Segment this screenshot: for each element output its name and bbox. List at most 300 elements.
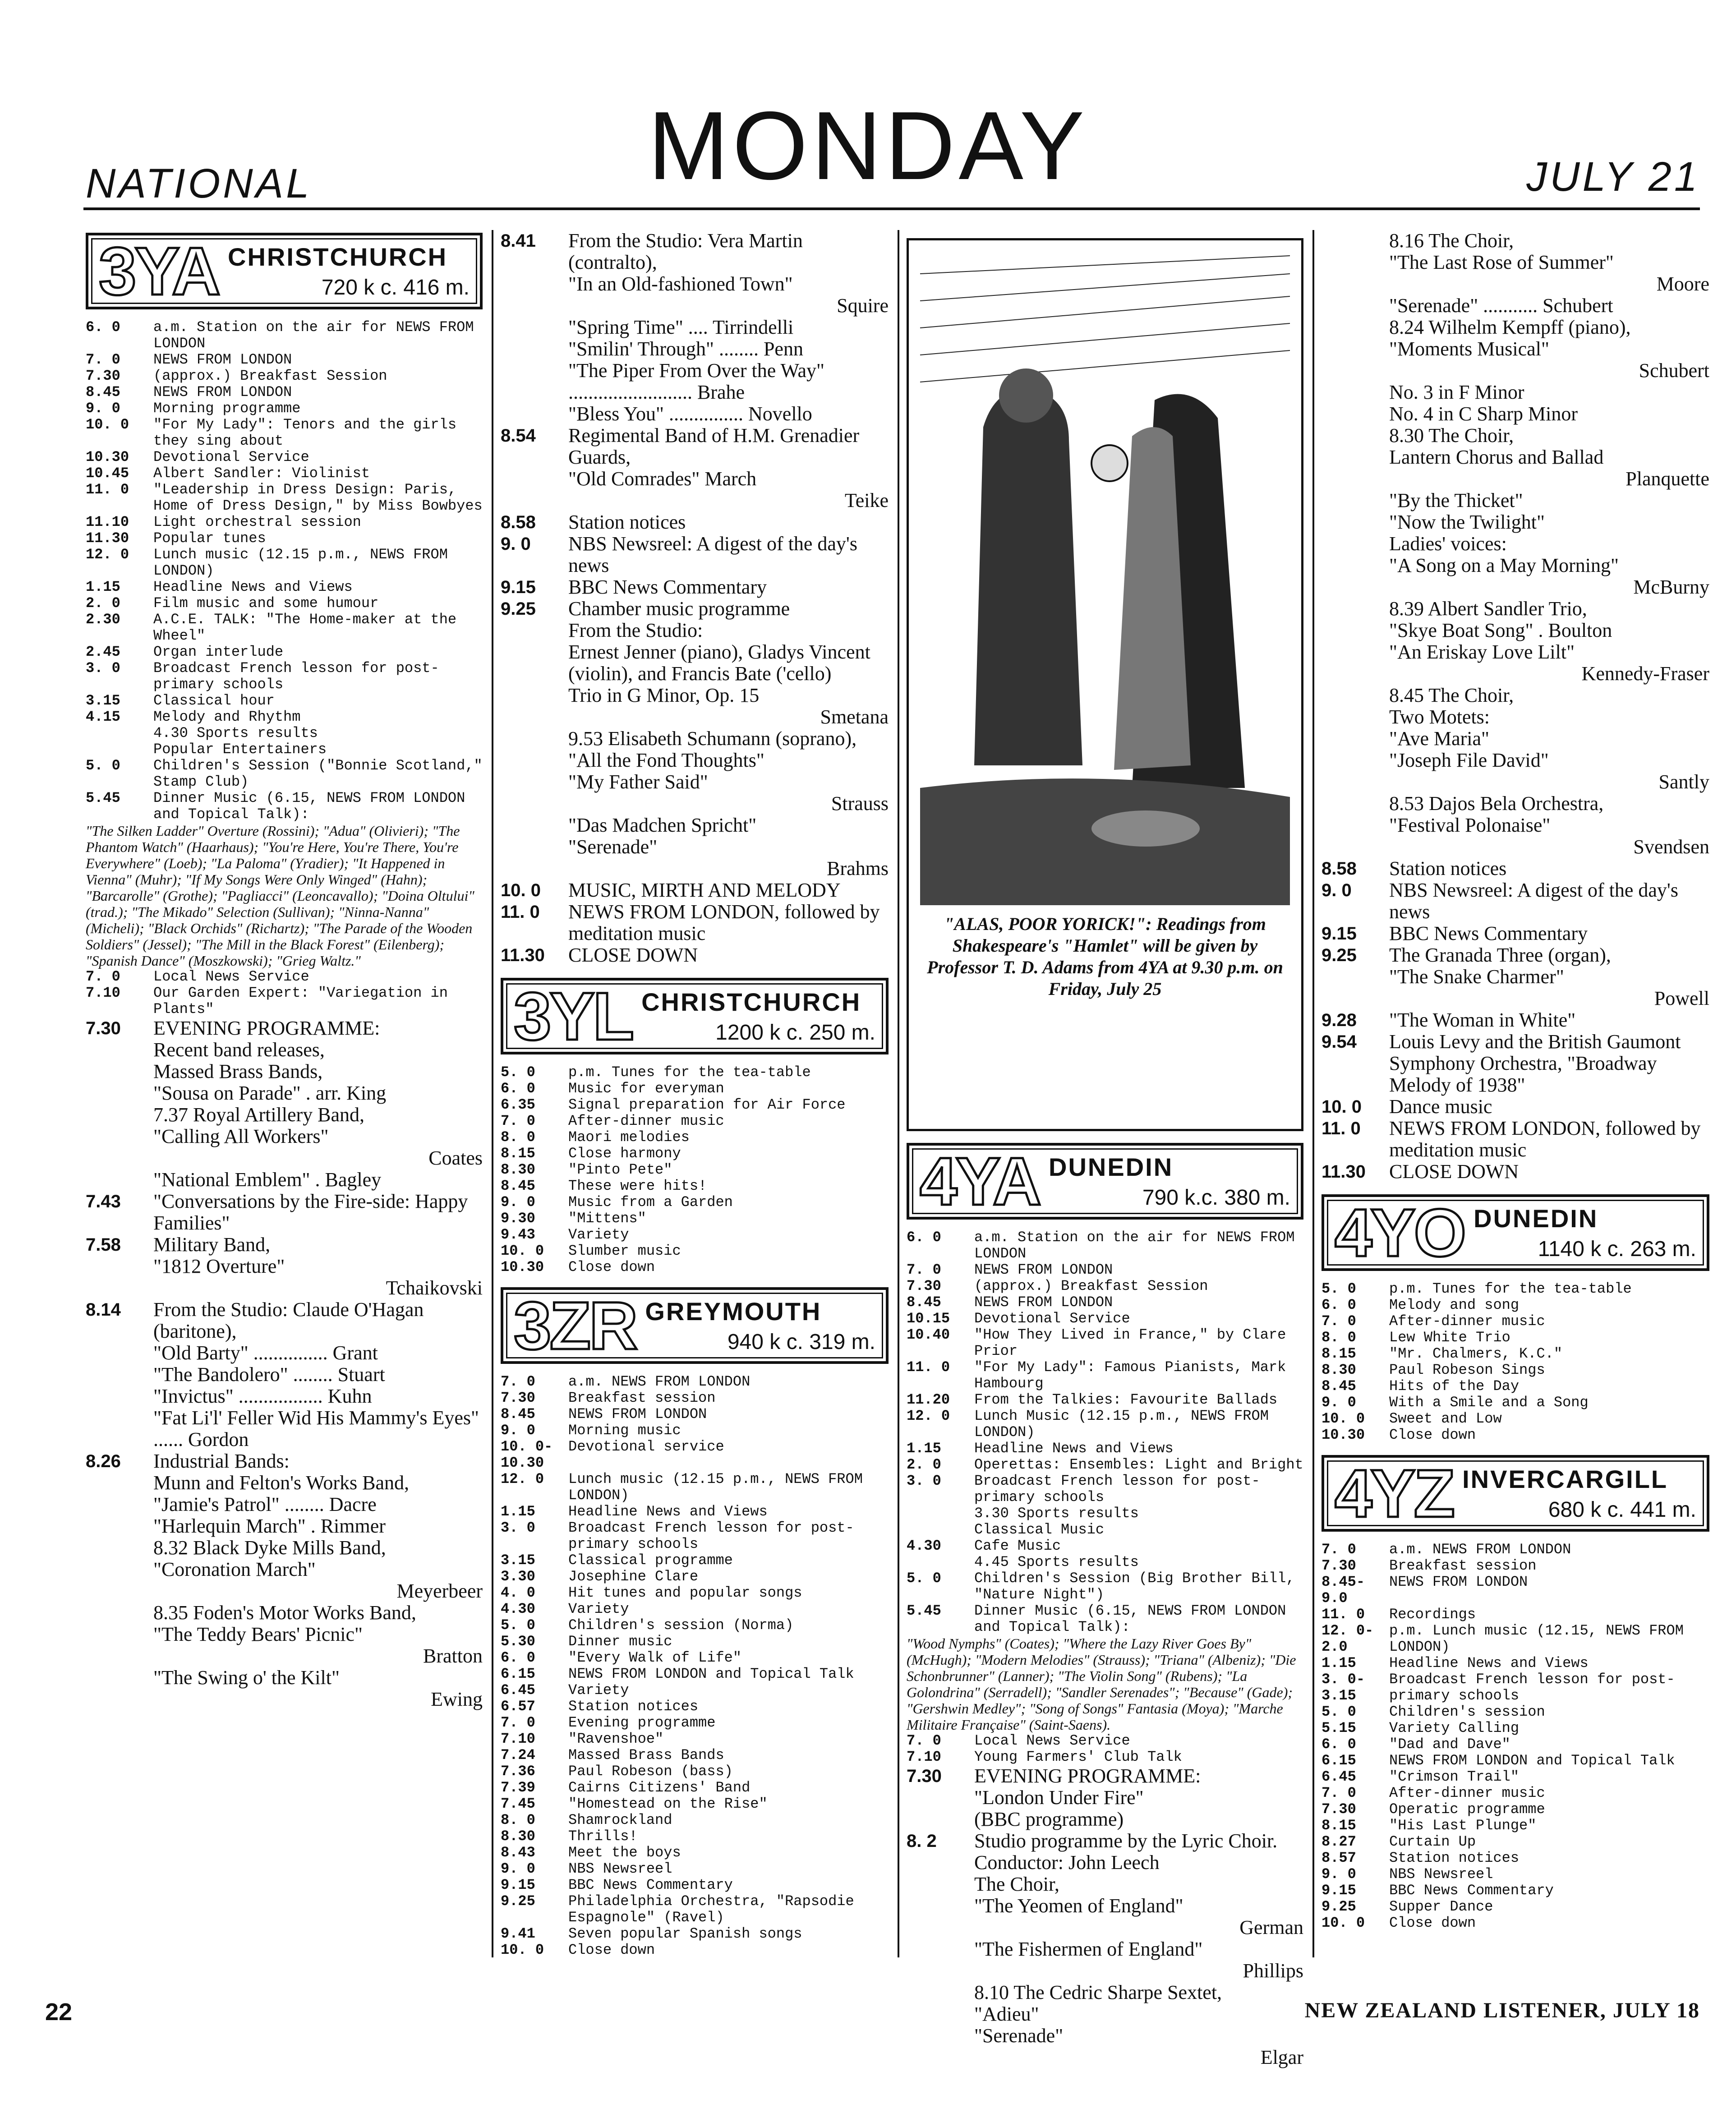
programme-entry bbox=[1322, 879, 1709, 923]
time: 5. 0 bbox=[501, 1064, 535, 1081]
programme-details bbox=[974, 1938, 1303, 1982]
time: 11.30 bbox=[501, 945, 545, 965]
programme: Dinner music bbox=[568, 1633, 672, 1650]
programme: "Leadership in Dress Design: Paris, Home of Dress Design," by Miss Bowbyes bbox=[153, 481, 483, 514]
programme: Children's Session (Big Brother Bill, "Nature Night") bbox=[974, 1570, 1295, 1603]
programme-entry bbox=[501, 230, 889, 317]
programme: Morning programme bbox=[153, 400, 301, 417]
programme: Signal preparation for Air Force bbox=[568, 1096, 846, 1113]
programme-entry bbox=[1322, 382, 1709, 490]
programme-line: "Spring Time" .... Tirrindelli bbox=[568, 316, 794, 338]
time: 9. 0 bbox=[86, 400, 120, 417]
programme-details bbox=[568, 576, 889, 598]
schedule-item bbox=[86, 790, 483, 823]
schedule-item bbox=[501, 1129, 889, 1146]
time: 10.15 bbox=[907, 1310, 950, 1327]
programme: NEWS FROM LONDON and Topical Talk bbox=[568, 1666, 854, 1682]
time: 12. 0 bbox=[907, 1408, 950, 1424]
programme-details bbox=[1389, 490, 1709, 598]
schedule-item bbox=[501, 1828, 889, 1845]
time: 9.30 bbox=[501, 1210, 535, 1227]
station-city: DUNEDIN bbox=[1049, 1153, 1174, 1181]
time: 9.15 bbox=[1322, 924, 1357, 944]
schedule-item bbox=[501, 1763, 889, 1780]
time bbox=[907, 1938, 974, 1982]
network-label: NATIONAL bbox=[86, 161, 312, 207]
time bbox=[907, 1522, 974, 1538]
schedule-item bbox=[907, 1441, 1303, 1457]
programme-details bbox=[1389, 230, 1709, 295]
station-call: 4YZ bbox=[1335, 1455, 1454, 1531]
time: 9. 0 bbox=[1322, 1866, 1356, 1883]
programme-line: "The Snake Charmer" bbox=[1389, 966, 1564, 988]
programme: Philadelphia Orchestra, "Rapsodie Espagnole" (Ravel) bbox=[568, 1893, 854, 1926]
time: 5.15 bbox=[1322, 1720, 1356, 1736]
programme-line: "Coronation March" bbox=[153, 1558, 316, 1580]
programme-line: "Fat Li'l' Feller Wid His Mammy's Eyes" ...... Gordon bbox=[153, 1407, 479, 1450]
schedule-list bbox=[907, 1733, 1303, 1765]
schedule-item bbox=[501, 1796, 889, 1812]
schedule-item bbox=[1322, 1623, 1709, 1655]
programme: Close down bbox=[1389, 1915, 1476, 1931]
programme-line: Two Motets: bbox=[1389, 706, 1490, 728]
programme-entry bbox=[1322, 1096, 1709, 1118]
time: 9. 0 bbox=[501, 1422, 535, 1439]
time: 3.15 bbox=[86, 692, 120, 709]
schedule-item bbox=[1322, 1704, 1709, 1720]
schedule-item bbox=[501, 1194, 889, 1211]
programme-entry bbox=[1322, 1009, 1709, 1031]
time: 10.40 bbox=[907, 1326, 950, 1343]
programme: Sweet and Low bbox=[1389, 1410, 1502, 1427]
time: 6. 0 bbox=[501, 1649, 535, 1666]
time: 7. 0 bbox=[1322, 1785, 1356, 1801]
time: 7. 0 bbox=[86, 968, 120, 985]
time: 5.45 bbox=[907, 1602, 941, 1619]
programme-details bbox=[1389, 382, 1709, 490]
time: 11. 0 bbox=[1322, 1119, 1361, 1138]
schedule-item bbox=[1322, 1834, 1709, 1850]
time: 4.30 bbox=[501, 1601, 535, 1617]
programme-entry bbox=[501, 598, 889, 728]
programme-line: (BBC programme) bbox=[974, 1808, 1124, 1830]
programme: "For My Lady": Tenors and the girls they sing about bbox=[153, 416, 457, 449]
programme: After-dinner music bbox=[568, 1113, 724, 1129]
schedule-item bbox=[501, 1942, 889, 1958]
time: 6.15 bbox=[1322, 1752, 1356, 1769]
programme-line: "In an Old-fashioned Town" bbox=[568, 273, 793, 295]
programme: Light orchestral session bbox=[153, 514, 361, 530]
schedule-item bbox=[501, 1845, 889, 1861]
schedule-item bbox=[907, 1522, 1303, 1538]
time: 7.30 bbox=[907, 1766, 942, 1786]
schedule-item bbox=[501, 1146, 889, 1162]
schedule-item bbox=[501, 1406, 889, 1423]
schedule-item bbox=[1322, 1753, 1709, 1769]
time: 7.10 bbox=[501, 1731, 535, 1747]
time: 11.30 bbox=[86, 530, 129, 547]
programme-details bbox=[153, 1450, 483, 1602]
programme: Variety bbox=[568, 1682, 629, 1699]
time bbox=[1322, 230, 1389, 295]
programme-line: NEWS FROM LONDON, followed by meditation music bbox=[568, 901, 880, 944]
schedule-item bbox=[1322, 1720, 1709, 1736]
programme: Recordings bbox=[1389, 1606, 1476, 1623]
programme: Local News Service bbox=[153, 968, 309, 985]
station-frequency: 1140 k c. 263 m. bbox=[1538, 1237, 1696, 1261]
time: 8.45-9.0 bbox=[1322, 1574, 1365, 1607]
programme: With a Smile and a Song bbox=[1389, 1394, 1589, 1411]
time: 10. 0 bbox=[86, 416, 129, 433]
programme: Dinner Music (6.15, NEWS FROM LONDON and Topical Talk): bbox=[153, 790, 465, 823]
schedule-list bbox=[501, 1064, 889, 1275]
time: 5. 0 bbox=[1322, 1280, 1356, 1297]
programme-line: 8.30 The Choir, bbox=[1389, 424, 1514, 447]
programme: NEWS FROM LONDON bbox=[974, 1294, 1113, 1311]
schedule-list bbox=[1322, 1542, 1709, 1931]
programme-line: "A Song on a May Morning" bbox=[1389, 554, 1619, 576]
schedule-item bbox=[501, 1893, 889, 1926]
schedule-item bbox=[1322, 1769, 1709, 1785]
programme-entry bbox=[86, 1169, 483, 1191]
time: 8.45 bbox=[907, 1294, 941, 1311]
programme: Cafe Music bbox=[974, 1538, 1061, 1554]
time: 9.28 bbox=[1322, 1010, 1357, 1030]
time: 8.27 bbox=[1322, 1833, 1356, 1850]
station-banner-4ya bbox=[907, 1143, 1303, 1220]
station-call: 4YO bbox=[1335, 1195, 1465, 1271]
programme-details bbox=[1389, 1009, 1709, 1031]
schedule-item bbox=[86, 352, 483, 368]
programme: a.m. NEWS FROM LONDON bbox=[568, 1373, 751, 1390]
column-1 bbox=[86, 230, 483, 1957]
time: 10. 0 bbox=[501, 1942, 544, 1958]
time: 6.57 bbox=[501, 1698, 535, 1715]
programme-entry bbox=[86, 1450, 483, 1602]
programme: Lew White Trio bbox=[1389, 1329, 1510, 1346]
evening-programme bbox=[907, 1765, 1303, 2068]
schedule-item bbox=[501, 1439, 889, 1471]
time: 8.15 bbox=[1322, 1817, 1356, 1834]
column-3 bbox=[907, 230, 1303, 2068]
time: 10.30 bbox=[1322, 1427, 1365, 1443]
programme-entry bbox=[1322, 230, 1709, 295]
programme: Supper Dance bbox=[1389, 1898, 1493, 1915]
programme: "Homestead on the Rise" bbox=[568, 1796, 768, 1812]
time: 7. 0 bbox=[1322, 1313, 1356, 1330]
time: 4.15 bbox=[86, 709, 120, 725]
time: 7.36 bbox=[501, 1763, 535, 1780]
time: 8.54 bbox=[501, 426, 536, 446]
schedule-item bbox=[907, 1570, 1303, 1603]
programme-entry bbox=[907, 1765, 1303, 1830]
time: 10. 0 bbox=[1322, 1097, 1362, 1117]
programme-line: "Moments Musical" bbox=[1389, 338, 1549, 360]
station-frequency: 720 k c. 416 m. bbox=[321, 276, 470, 299]
schedule-item bbox=[501, 1081, 889, 1097]
station-banner-3yl bbox=[501, 978, 889, 1054]
programme-entry bbox=[1322, 793, 1709, 858]
programme-details bbox=[1389, 879, 1709, 923]
programme-entry bbox=[86, 1234, 483, 1299]
time: 9. 0 bbox=[501, 534, 531, 554]
schedule-item bbox=[86, 985, 483, 1017]
programme-details bbox=[974, 1830, 1303, 1938]
time: 8.45 bbox=[501, 1178, 535, 1194]
station-city: DUNEDIN bbox=[1474, 1204, 1598, 1233]
schedule-item bbox=[501, 1113, 889, 1129]
time: 9. 0 bbox=[1322, 880, 1352, 900]
programme-details bbox=[153, 1191, 483, 1234]
schedule-item bbox=[501, 1812, 889, 1828]
programme: Headline News and Views bbox=[974, 1440, 1174, 1457]
programme-line: The Choir, bbox=[974, 1873, 1059, 1895]
time bbox=[501, 317, 568, 425]
programme-line: "Serenade" ........... Schubert bbox=[1389, 295, 1613, 317]
programme-line: 8.53 Dajos Bela Orchestra, bbox=[1389, 792, 1604, 815]
station-banner-3ya bbox=[86, 233, 483, 309]
schedule-item bbox=[86, 530, 483, 547]
programme-entry bbox=[501, 533, 889, 576]
schedule-item bbox=[501, 1423, 889, 1439]
station-banner-4yz bbox=[1322, 1455, 1709, 1532]
programme-line: "The Piper From Over the Way" ......................... Brahe bbox=[568, 359, 825, 403]
programme-entry bbox=[1322, 1031, 1709, 1096]
composer: Teike bbox=[844, 489, 889, 511]
programme: NBS Newsreel bbox=[1389, 1866, 1493, 1883]
time bbox=[501, 728, 568, 815]
programme-details bbox=[1389, 1031, 1709, 1096]
composer: Moore bbox=[1656, 273, 1709, 295]
time: 12. 0 bbox=[501, 1471, 544, 1487]
station-call: 3YA bbox=[99, 233, 219, 309]
schedule-item bbox=[86, 514, 483, 530]
programme: "Crimson Trail" bbox=[1389, 1768, 1520, 1785]
schedule-item bbox=[501, 1601, 889, 1617]
dinner-music-list: "The Silken Ladder" Overture (Rossini); "Adua" (Olivieri); "The Phantom Watch" (Haarhaus); "You're Here, You're There, You're Everywhere" (Loeb); "La Paloma" (Yradier); "It Happened in Vienna" (Muhr); "If My Songs Were Only Winged" (Hahn); "Barcarolle" (Grothe); "Pagliacci" (Leoncavallo); "Doina Oltului" (trad.); "The Mikado" Selection (Sullivan); "Ninna-Nanna" (Micheli); "Black Orchids" (Richartz); "The Parade of the Wooden Soldiers" (Jessel); "The Mill in the Black Forest" (Eilenberg); "Spanish Dance" (Moszkowski); "Grieg Waltz." bbox=[86, 823, 474, 969]
time: 9.25 bbox=[1322, 1898, 1356, 1915]
programme: Headline News and Views bbox=[1389, 1655, 1589, 1671]
time: 12. 0-2.0 bbox=[1322, 1622, 1374, 1655]
column-divider bbox=[492, 230, 493, 1957]
time: 11. 0 bbox=[501, 902, 540, 922]
programme-details bbox=[974, 1982, 1303, 2068]
schedule-item bbox=[1322, 1346, 1709, 1362]
schedule-item bbox=[86, 319, 483, 352]
station-banner-4yo bbox=[1322, 1194, 1709, 1271]
composer: Powell bbox=[1654, 987, 1709, 1009]
illustration-caption: "ALAS, POOR YORICK!": Readings from Shakespeare's "Hamlet" will be given by Professor T. D. Adams from 4YA at 9.30 p.m. on Friday, July 25 bbox=[927, 914, 1283, 999]
time: 7.43 bbox=[86, 1192, 121, 1211]
programme: NEWS FROM LONDON bbox=[568, 1406, 707, 1423]
schedule-item bbox=[907, 1408, 1303, 1441]
programme: "Ravenshoe" bbox=[568, 1731, 664, 1747]
programme-line: "Now the Twilight" bbox=[1389, 511, 1545, 533]
schedule-item bbox=[907, 1392, 1303, 1408]
evening-programme bbox=[1322, 230, 1709, 1183]
programme: Headline News and Views bbox=[153, 579, 353, 595]
programme: Lunch music (12.15 p.m., NEWS FROM LONDON) bbox=[153, 546, 448, 579]
programme-line: 8.24 Wilhelm Kempff (piano), bbox=[1389, 316, 1631, 338]
time: 11.20 bbox=[907, 1391, 950, 1408]
programme: NEWS FROM LONDON bbox=[974, 1261, 1113, 1278]
programme-line: "All the Fond Thoughts" bbox=[568, 749, 764, 771]
time: 9. 0 bbox=[501, 1860, 535, 1877]
programme-line: "The Last Rose of Summer" bbox=[1389, 251, 1614, 273]
programme: Popular tunes bbox=[153, 530, 266, 547]
time bbox=[1322, 382, 1389, 490]
programme: Station notices bbox=[1389, 1850, 1520, 1866]
programme-line: CLOSE DOWN bbox=[1389, 1160, 1519, 1183]
schedule-item bbox=[907, 1229, 1303, 1262]
schedule-item bbox=[1322, 1395, 1709, 1411]
programme-entry bbox=[501, 425, 889, 511]
illustration-box bbox=[907, 238, 1303, 1131]
programme: Broadcast French lesson for post-primary schools bbox=[153, 660, 439, 693]
programme: These were hits! bbox=[568, 1178, 707, 1194]
time: 6.45 bbox=[501, 1682, 535, 1699]
schedule-item bbox=[501, 1585, 889, 1601]
programme-line: "Skye Boat Song" . Boulton bbox=[1389, 619, 1612, 641]
programme-details bbox=[568, 425, 889, 511]
programme: "Every Walk of Life" bbox=[568, 1649, 742, 1666]
station-frequency: 790 k.c. 380 m. bbox=[1142, 1186, 1290, 1210]
programme-line: "The Woman in White" bbox=[1389, 1009, 1576, 1031]
schedule-item bbox=[501, 1926, 889, 1942]
programme: Seven popular Spanish songs bbox=[568, 1925, 802, 1942]
time bbox=[1322, 295, 1389, 382]
programme: p.m. Tunes for the tea-table bbox=[568, 1064, 811, 1081]
programme-line: "My Father Said" bbox=[568, 771, 708, 793]
schedule-list bbox=[1322, 1281, 1709, 1443]
programme-line: "Bless You" ............... Novello bbox=[568, 403, 812, 425]
programme: Evening programme bbox=[568, 1714, 716, 1731]
time: 8.43 bbox=[501, 1844, 535, 1861]
programme: a.m. Station on the air for NEWS FROM LONDON bbox=[153, 319, 474, 352]
schedule-item bbox=[501, 1699, 889, 1715]
schedule-item bbox=[1322, 1558, 1709, 1574]
time: 9.41 bbox=[501, 1925, 535, 1942]
schedule-item bbox=[501, 1569, 889, 1585]
programme: a.m. NEWS FROM LONDON bbox=[1389, 1541, 1571, 1558]
programme-line: From the Studio: Claude O'Hagan (baritone), bbox=[153, 1298, 424, 1342]
time: 7. 0 bbox=[501, 1373, 535, 1390]
composer: Phillips bbox=[1243, 1960, 1303, 1982]
schedule-item bbox=[907, 1603, 1303, 1635]
programme-entry bbox=[1322, 685, 1709, 793]
programme: "Mr. Chalmers, K.C." bbox=[1389, 1345, 1563, 1362]
schedule-item bbox=[1322, 1671, 1709, 1704]
time: 5. 0 bbox=[501, 1617, 535, 1634]
programme: Melody and song bbox=[1389, 1297, 1520, 1313]
schedule-item bbox=[86, 368, 483, 384]
schedule-item bbox=[86, 417, 483, 449]
programme-details bbox=[153, 1602, 483, 1667]
programme-entry bbox=[501, 901, 889, 944]
schedule-item bbox=[86, 401, 483, 417]
programme-line: "Serenade" bbox=[974, 2025, 1064, 2047]
programme-line: Chamber music programme bbox=[568, 598, 790, 620]
programme-line: "Ave Maria" bbox=[1389, 727, 1490, 750]
programme: Paul Robeson Sings bbox=[1389, 1362, 1545, 1378]
programme: Broadcast French lesson for post-primary schools bbox=[1389, 1671, 1675, 1704]
schedule-item bbox=[1322, 1785, 1709, 1801]
time: 6.35 bbox=[501, 1096, 535, 1113]
programme-details bbox=[1389, 685, 1709, 793]
time: 5. 0 bbox=[86, 757, 120, 774]
programme: Broadcast French lesson for post-primary schools bbox=[974, 1473, 1260, 1505]
programme-line: "Festival Polonaise" bbox=[1389, 814, 1551, 836]
programme: Paul Robeson (bass) bbox=[568, 1763, 733, 1780]
programme: Variety bbox=[568, 1601, 629, 1617]
time: 3. 0 bbox=[86, 660, 120, 677]
programme: Variety bbox=[568, 1226, 629, 1243]
programme-entry bbox=[501, 511, 889, 533]
schedule-item bbox=[501, 1471, 889, 1504]
time: 11. 0 bbox=[86, 481, 129, 498]
time: 10. 0 bbox=[1322, 1410, 1365, 1427]
time: 7.30 bbox=[1322, 1557, 1356, 1574]
programme: "How They Lived in France," by Clare Prior bbox=[974, 1326, 1286, 1359]
schedule-item bbox=[1322, 1281, 1709, 1297]
schedule-list bbox=[501, 1374, 889, 1958]
programme: Music for everyman bbox=[568, 1080, 724, 1097]
time bbox=[86, 1667, 153, 1710]
programme-details bbox=[1389, 598, 1709, 685]
time: 8.57 bbox=[1322, 1850, 1356, 1866]
time: 7. 0 bbox=[907, 1732, 941, 1749]
programme: Shamrockland bbox=[568, 1812, 672, 1828]
programme-line: "The Fishermen of England" bbox=[974, 1938, 1203, 1960]
time: 7.39 bbox=[501, 1779, 535, 1796]
schedule-item bbox=[1322, 1574, 1709, 1607]
time bbox=[907, 1554, 974, 1570]
station-city: GREYMOUTH bbox=[645, 1297, 822, 1326]
schedule-item bbox=[501, 1097, 889, 1113]
schedule-item bbox=[86, 384, 483, 401]
programme: Children's session bbox=[1389, 1703, 1545, 1720]
programme-line: "Das Madchen Spricht" bbox=[568, 814, 757, 836]
programme-entry bbox=[86, 1017, 483, 1169]
programme-entry bbox=[1322, 858, 1709, 879]
schedule-item bbox=[86, 612, 483, 644]
programme-details bbox=[568, 230, 889, 317]
time: 8.15 bbox=[501, 1145, 535, 1162]
time: 8. 0 bbox=[501, 1129, 535, 1146]
schedule-item bbox=[1322, 1362, 1709, 1378]
station-frequency: 680 k c. 441 m. bbox=[1548, 1498, 1696, 1522]
composer: Schubert bbox=[1639, 359, 1709, 382]
schedule-item bbox=[1322, 1330, 1709, 1346]
programme: After-dinner music bbox=[1389, 1313, 1545, 1330]
time: 11. 0 bbox=[907, 1359, 950, 1376]
time bbox=[86, 1169, 153, 1191]
schedule-item bbox=[1322, 1736, 1709, 1753]
programme-line: "Calling All Workers" bbox=[153, 1125, 329, 1147]
programme-details bbox=[1389, 1118, 1709, 1161]
programme-line: BBC News Commentary bbox=[568, 576, 767, 598]
programme: Close down bbox=[1389, 1427, 1476, 1443]
programme: Meet the boys bbox=[568, 1844, 681, 1861]
programme-entry bbox=[501, 317, 889, 425]
programme-details bbox=[153, 1017, 483, 1169]
time: 9. 0 bbox=[1322, 1394, 1356, 1411]
programme-line: NEWS FROM LONDON, followed by meditation music bbox=[1389, 1117, 1701, 1161]
schedule-item bbox=[86, 482, 483, 514]
programme: Organ interlude bbox=[153, 644, 284, 660]
schedule-item bbox=[501, 1162, 889, 1178]
programme-entry bbox=[1322, 923, 1709, 944]
